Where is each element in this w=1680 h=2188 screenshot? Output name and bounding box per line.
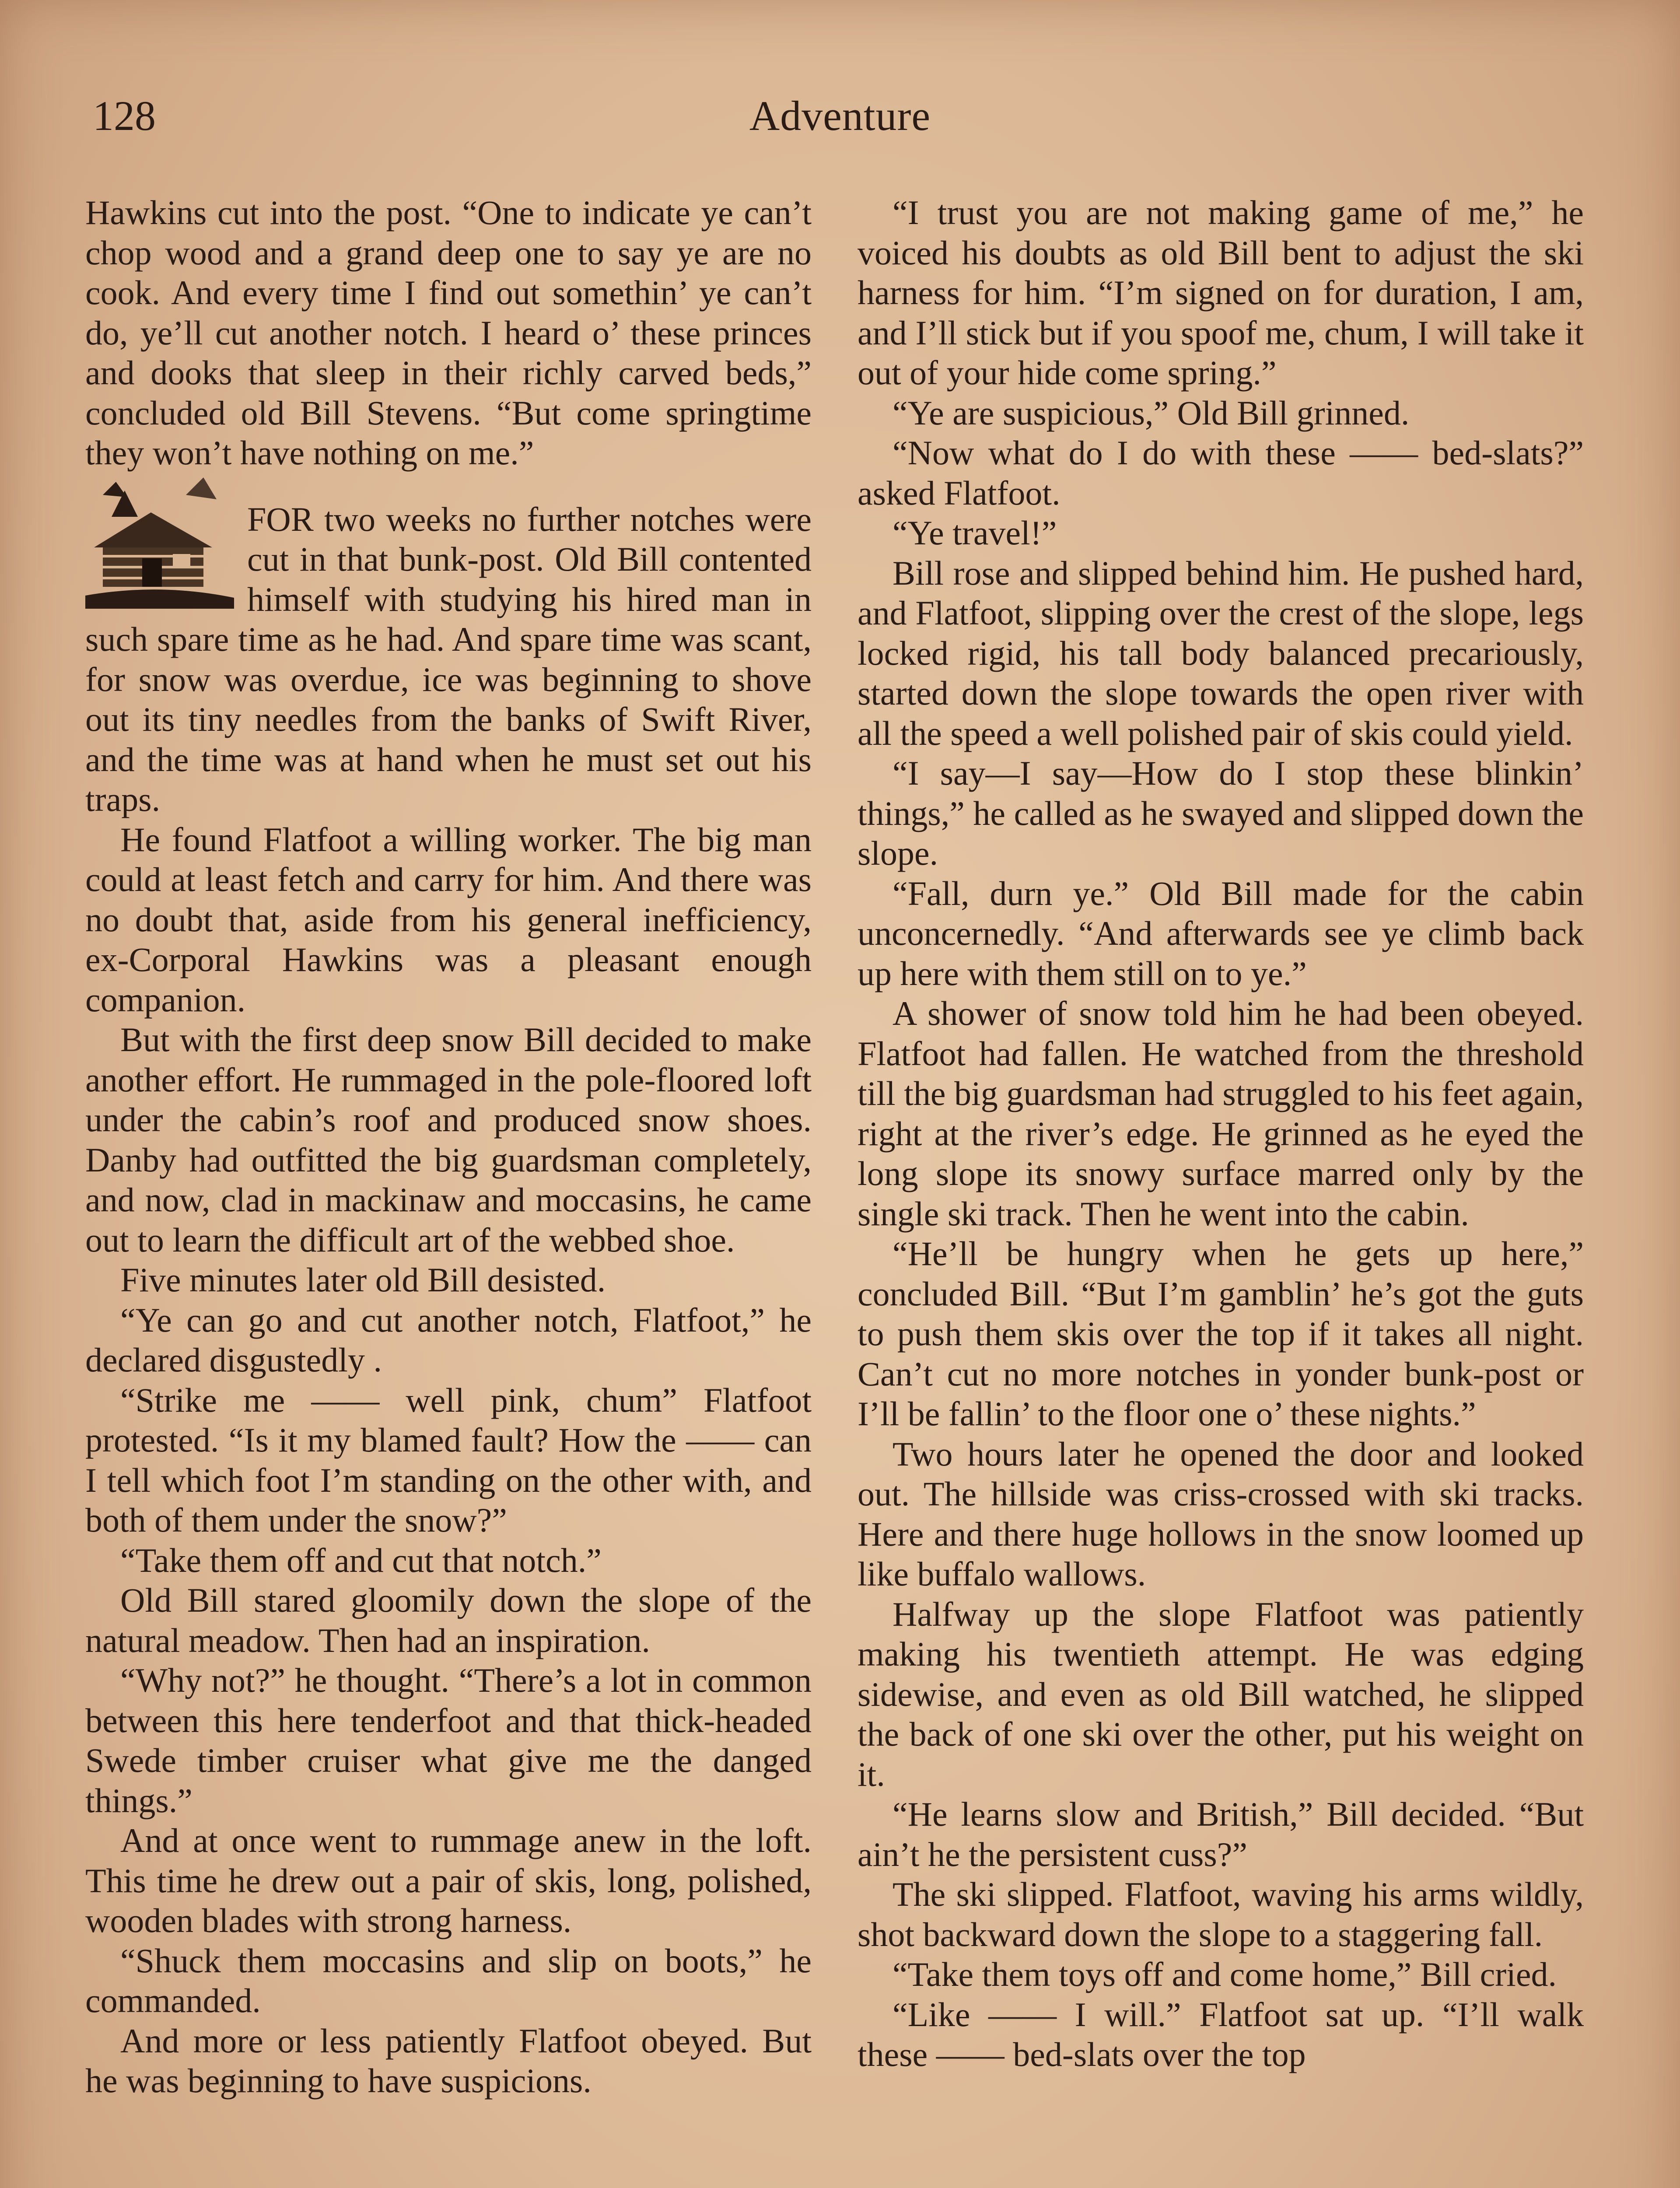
paragraph: “Shuck them moccasins and slip on boots,” he commanded. bbox=[85, 1941, 812, 2020]
paragraph: A shower of snow told him he had been obeyed. Flatfoot had fallen. He watched from the threshold till the big guardsman had struggled to his feet again, right at the river’s edge. He grinned as he eyed the long slope its snowy surface marred only by the single ski track. Then he went into the cabin. bbox=[858, 994, 1584, 1233]
paragraph: Hawkins cut into the post. “One to indicate ye can’t chop wood and a grand deep one to say ye are no cook. And every time I find out somethin’ ye can’t do, ye’ll cut another notch. I heard o’ these princes and dooks that sleep in their richly carved beds,” concluded old Bill Stevens. “But come springtime they won’t have nothing on me.” bbox=[85, 193, 812, 472]
paragraph: Two hours later he opened the door and looked out. The hillside was criss-crossed with ski tracks. Here and there huge hollows in the snow loomed up like buffalo wallows. bbox=[858, 1434, 1584, 1593]
paragraph: But with the first deep snow Bill decided to make another effort. He rummaged in the pole-floored loft under the cabin’s roof and produced snow shoes. Danby had outfitted the big guardsman completely, and now, clad in mackinaw and moccasins, he came out to learn the difficult art of the webbed shoe. bbox=[85, 1020, 812, 1259]
paragraph: “Fall, durn ye.” Old Bill made for the cabin unconcernedly. “And afterwards see ye climb back up here with them still on to ye.” bbox=[858, 874, 1584, 992]
paragraph: “He learns slow and British,” Bill decided. “But ain’t he the persistent cuss?” bbox=[858, 1795, 1584, 1873]
paragraph: “Ye can go and cut another notch, Flatfoot,” he declared disgustedly . bbox=[85, 1301, 812, 1379]
paragraph: FOR two weeks no further notches were cut in that bunk-post. Old Bill contented himself with studying his hired man in such spare time as he had. And spare time was scant, for snow was overdue, ice was beginning to shove out its tiny needles from the banks of Swift River, and the time was at hand when he must set out his traps. bbox=[85, 500, 812, 818]
paragraph: Old Bill stared gloomily down the slope of the natural meadow. Then had an inspiration. bbox=[85, 1581, 812, 1659]
paragraph: “Ye are suspicious,” Old Bill grinned. bbox=[892, 393, 1410, 432]
cabin-illustration-icon bbox=[85, 477, 234, 609]
page-header bbox=[88, 85, 1592, 147]
paragraph: The ski slipped. Flatfoot, waving his arms wildly, shot backward down the slope to a staggering fall. bbox=[858, 1875, 1584, 1953]
paragraph: “Take them off and cut that notch.” bbox=[120, 1541, 602, 1579]
paragraph: “Strike me —— well pink, chum” Flatfoot protested. “Is it my blamed fault? How the —— can I tell which foot I’m standing on the other with, and both of them under the snow?” bbox=[85, 1381, 812, 1539]
page-number: 128 bbox=[93, 92, 156, 139]
paragraph: “Like —— I will.” Flatfoot sat up. “I’ll walk these —— bed-slats over the top bbox=[858, 1995, 1584, 2073]
right-column bbox=[858, 193, 1584, 2188]
paragraph: “Why not?” he thought. “There’s a lot in common between this here tenderfoot and that thick-headed Swede timber cruiser what give me the danged things.” bbox=[85, 1661, 812, 1820]
running-head: Adventure bbox=[749, 92, 931, 139]
paragraph: “Now what do I do with these —— bed-slats?” asked Flatfoot. bbox=[858, 434, 1584, 512]
paragraph: “I say—I say—How do I stop these blinkin’ things,” he called as he swayed and slipped down the slope. bbox=[858, 754, 1584, 872]
paragraph: “Ye travel!” bbox=[892, 514, 1057, 552]
paragraph: And at once went to rummage anew in the loft. This time he drew out a pair of skis, long, polished, wooden blades with strong harness. bbox=[85, 1821, 812, 1939]
paragraph: “I trust you are not making game of me,” he voiced his doubts as old Bill bent to adjust the ski harness for him. “I’m signed on for duration, I am, and I’ll stick but if you spoof me, chum, I will take it out of your hide come spring.” bbox=[858, 193, 1584, 392]
left-column bbox=[85, 193, 812, 2188]
paragraph: Five minutes later old Bill desisted. bbox=[120, 1261, 606, 1299]
paragraph: Bill rose and slipped behind him. He pushed hard, and Flatfoot, slipping over the crest of the slope, legs locked rigid, his tall body balanced precariously, started down the slope towards the open river with all the speed a well polished pair of skis could yield. bbox=[858, 554, 1584, 752]
paragraph: “Take them toys off and come home,” Bill cried. bbox=[892, 1955, 1557, 1993]
paragraph: And more or less patiently Flatfoot obeyed. But he was beginning to have suspicions. bbox=[85, 2021, 812, 2100]
paragraph: He found Flatfoot a willing worker. The big man could at least fetch and carry for him. And there was no doubt that, aside from his general inefficiency, ex-Corporal Hawkins was a pleasant enough companion. bbox=[85, 820, 812, 1019]
paragraph: “He’ll be hungry when he gets up here,” concluded Bill. “But I’m gamblin’ he’s got the guts to push them skis over the top if it takes all night. Can’t cut no more notches in yonder bunk-post or I’ll be fallin’ to the floor one o’ these nights.” bbox=[858, 1234, 1584, 1433]
paragraph: Halfway up the slope Flatfoot was patiently making his twentieth attempt. He was edging sidewise, and even as old Bill watched, he slipped the back of one ski over the other, put his weight on it. bbox=[858, 1595, 1584, 1793]
